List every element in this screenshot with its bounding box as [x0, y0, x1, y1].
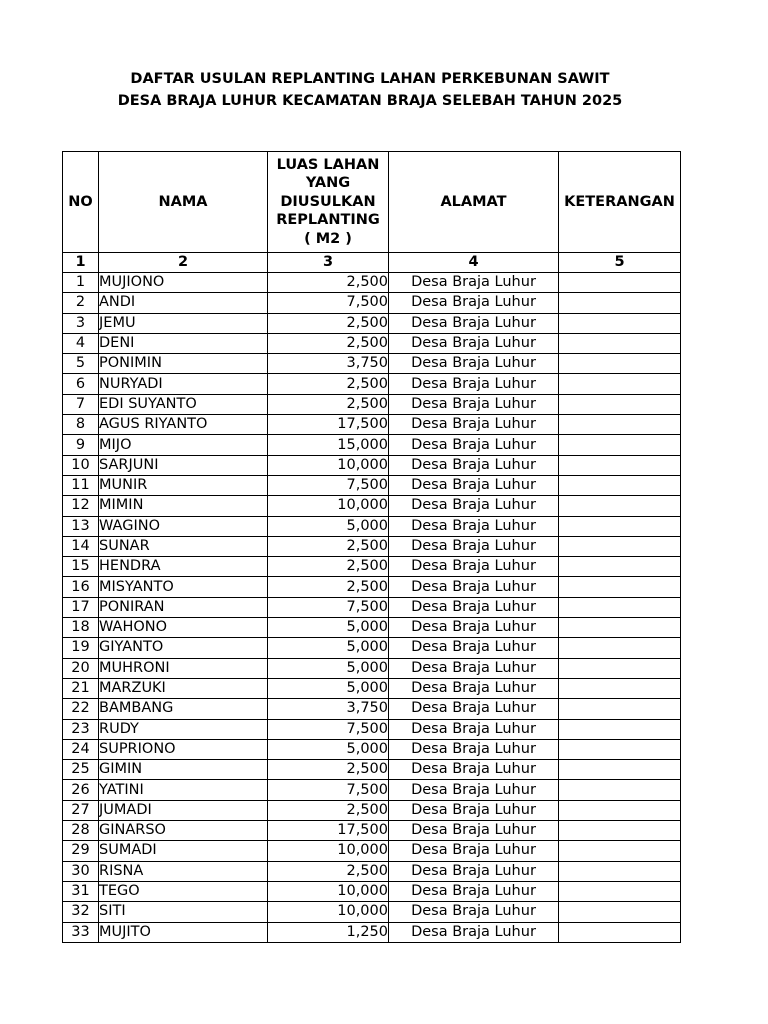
cell-luas: 2,500: [268, 273, 389, 293]
table-row: [63, 739, 681, 759]
replanting-table: [62, 151, 681, 943]
column-number: 3: [268, 253, 389, 273]
header-luas-line: ( M2 ): [304, 230, 352, 247]
cell-luas: 2,500: [268, 374, 389, 394]
cell-luas: 2,500: [268, 313, 389, 333]
cell-luas: 2,500: [268, 557, 389, 577]
cell-alamat: Desa Braja Luhur: [389, 496, 559, 516]
cell-no: 13: [63, 516, 99, 536]
cell-alamat: Desa Braja Luhur: [389, 841, 559, 861]
cell-alamat: Desa Braja Luhur: [389, 516, 559, 536]
cell-keterangan: [559, 638, 681, 658]
cell-keterangan: [559, 841, 681, 861]
cell-nama: RISNA: [99, 861, 268, 881]
cell-keterangan: [559, 800, 681, 820]
cell-no: 14: [63, 536, 99, 556]
cell-no: 28: [63, 821, 99, 841]
table-row: [63, 313, 681, 333]
cell-nama: MUJIONO: [99, 273, 268, 293]
cell-nama: MIMIN: [99, 496, 268, 516]
cell-nama: HENDRA: [99, 557, 268, 577]
header-row: [63, 152, 681, 253]
table-row: [63, 821, 681, 841]
table-row: [63, 333, 681, 353]
cell-luas: 2,500: [268, 333, 389, 353]
cell-alamat: Desa Braja Luhur: [389, 638, 559, 658]
cell-alamat: Desa Braja Luhur: [389, 678, 559, 698]
cell-no: 33: [63, 922, 99, 942]
cell-no: 16: [63, 577, 99, 597]
cell-luas: 1,250: [268, 922, 389, 942]
column-number: 1: [63, 253, 99, 273]
cell-no: 30: [63, 861, 99, 881]
cell-keterangan: [559, 577, 681, 597]
cell-nama: SUMADI: [99, 841, 268, 861]
cell-luas: 3,750: [268, 354, 389, 374]
table-row: [63, 902, 681, 922]
cell-no: 24: [63, 739, 99, 759]
cell-alamat: Desa Braja Luhur: [389, 699, 559, 719]
cell-alamat: Desa Braja Luhur: [389, 313, 559, 333]
cell-keterangan: [559, 536, 681, 556]
cell-alamat: Desa Braja Luhur: [389, 273, 559, 293]
cell-keterangan: [559, 922, 681, 942]
cell-keterangan: [559, 719, 681, 739]
cell-no: 29: [63, 841, 99, 861]
cell-no: 12: [63, 496, 99, 516]
cell-nama: WAHONO: [99, 618, 268, 638]
header-luas-line: REPLANTING: [276, 212, 380, 229]
cell-alamat: Desa Braja Luhur: [389, 475, 559, 495]
table-row: [63, 577, 681, 597]
table-row: [63, 516, 681, 536]
cell-nama: MIJO: [99, 435, 268, 455]
cell-keterangan: [559, 902, 681, 922]
cell-no: 27: [63, 800, 99, 820]
column-number: 2: [99, 253, 268, 273]
cell-keterangan: [559, 881, 681, 901]
table-row: [63, 374, 681, 394]
table-row: [63, 658, 681, 678]
header-luas-line: DIUSULKAN: [280, 193, 376, 210]
table-row: [63, 780, 681, 800]
table-row: [63, 841, 681, 861]
cell-luas: 2,500: [268, 577, 389, 597]
cell-nama: MUHRONI: [99, 658, 268, 678]
cell-keterangan: [559, 273, 681, 293]
cell-keterangan: [559, 557, 681, 577]
cell-luas: 7,500: [268, 780, 389, 800]
cell-keterangan: [559, 678, 681, 698]
cell-keterangan: [559, 374, 681, 394]
cell-luas: 2,500: [268, 536, 389, 556]
cell-luas: 10,000: [268, 881, 389, 901]
cell-luas: 5,000: [268, 658, 389, 678]
cell-no: 21: [63, 678, 99, 698]
cell-luas: 17,500: [268, 821, 389, 841]
cell-alamat: Desa Braja Luhur: [389, 415, 559, 435]
cell-keterangan: [559, 658, 681, 678]
cell-nama: ANDI: [99, 293, 268, 313]
cell-luas: 3,750: [268, 699, 389, 719]
table-body: [63, 273, 681, 943]
cell-no: 15: [63, 557, 99, 577]
table-row: [63, 293, 681, 313]
cell-nama: MUJITO: [99, 922, 268, 942]
cell-nama: MUNIR: [99, 475, 268, 495]
column-number: 4: [389, 253, 559, 273]
cell-keterangan: [559, 333, 681, 353]
cell-no: 4: [63, 333, 99, 353]
cell-no: 25: [63, 760, 99, 780]
table-row: [63, 760, 681, 780]
cell-nama: WAGINO: [99, 516, 268, 536]
header-no: NO: [63, 152, 99, 253]
cell-luas: 2,500: [268, 800, 389, 820]
cell-nama: MARZUKI: [99, 678, 268, 698]
cell-luas: 17,500: [268, 415, 389, 435]
header-nama: NAMA: [99, 152, 268, 253]
table-row: [63, 719, 681, 739]
cell-no: 23: [63, 719, 99, 739]
cell-alamat: Desa Braja Luhur: [389, 800, 559, 820]
cell-keterangan: [559, 861, 681, 881]
cell-nama: DENI: [99, 333, 268, 353]
cell-no: 26: [63, 780, 99, 800]
cell-luas: 7,500: [268, 719, 389, 739]
cell-alamat: Desa Braja Luhur: [389, 597, 559, 617]
cell-nama: SUNAR: [99, 536, 268, 556]
cell-luas: 5,000: [268, 516, 389, 536]
document-title-line-1: DAFTAR USULAN REPLANTING LAHAN PERKEBUNAN SAWIT: [130, 71, 610, 87]
cell-alamat: Desa Braja Luhur: [389, 760, 559, 780]
cell-luas: 5,000: [268, 638, 389, 658]
cell-no: 9: [63, 435, 99, 455]
cell-alamat: Desa Braja Luhur: [389, 435, 559, 455]
cell-nama: EDI SUYANTO: [99, 394, 268, 414]
cell-no: 22: [63, 699, 99, 719]
cell-keterangan: [559, 394, 681, 414]
cell-nama: RUDY: [99, 719, 268, 739]
header-keterangan: KETERANGAN: [559, 152, 681, 253]
header-luas: [268, 152, 389, 253]
table-row: [63, 273, 681, 293]
cell-luas: 2,500: [268, 861, 389, 881]
cell-no: 10: [63, 455, 99, 475]
table-row: [63, 475, 681, 495]
cell-alamat: Desa Braja Luhur: [389, 922, 559, 942]
cell-no: 5: [63, 354, 99, 374]
table-row: [63, 861, 681, 881]
cell-alamat: Desa Braja Luhur: [389, 293, 559, 313]
cell-no: 2: [63, 293, 99, 313]
cell-alamat: Desa Braja Luhur: [389, 881, 559, 901]
cell-alamat: Desa Braja Luhur: [389, 902, 559, 922]
table-row: [63, 638, 681, 658]
cell-luas: 10,000: [268, 841, 389, 861]
cell-nama: GINARSO: [99, 821, 268, 841]
cell-luas: 10,000: [268, 496, 389, 516]
cell-nama: SUPRIONO: [99, 739, 268, 759]
header-alamat: ALAMAT: [389, 152, 559, 253]
cell-no: 18: [63, 618, 99, 638]
cell-keterangan: [559, 475, 681, 495]
table-row: [63, 557, 681, 577]
cell-no: 7: [63, 394, 99, 414]
cell-nama: TEGO: [99, 881, 268, 901]
cell-luas: 2,500: [268, 760, 389, 780]
cell-nama: GIMIN: [99, 760, 268, 780]
cell-nama: PONIMIN: [99, 354, 268, 374]
cell-keterangan: [559, 821, 681, 841]
cell-keterangan: [559, 618, 681, 638]
cell-keterangan: [559, 597, 681, 617]
cell-alamat: Desa Braja Luhur: [389, 577, 559, 597]
cell-alamat: Desa Braja Luhur: [389, 333, 559, 353]
cell-keterangan: [559, 354, 681, 374]
cell-keterangan: [559, 739, 681, 759]
table-row: [63, 394, 681, 414]
cell-keterangan: [559, 415, 681, 435]
header-luas-line: YANG: [305, 175, 351, 192]
cell-luas: 7,500: [268, 293, 389, 313]
cell-keterangan: [559, 760, 681, 780]
cell-keterangan: [559, 313, 681, 333]
cell-luas: 7,500: [268, 475, 389, 495]
cell-nama: NURYADI: [99, 374, 268, 394]
cell-luas: 5,000: [268, 739, 389, 759]
cell-luas: 7,500: [268, 597, 389, 617]
cell-nama: SITI: [99, 902, 268, 922]
cell-keterangan: [559, 516, 681, 536]
cell-nama: AGUS RIYANTO: [99, 415, 268, 435]
cell-alamat: Desa Braja Luhur: [389, 455, 559, 475]
cell-alamat: Desa Braja Luhur: [389, 719, 559, 739]
cell-alamat: Desa Braja Luhur: [389, 618, 559, 638]
table-row: [63, 922, 681, 942]
cell-nama: YATINI: [99, 780, 268, 800]
cell-nama: PONIRAN: [99, 597, 268, 617]
cell-alamat: Desa Braja Luhur: [389, 374, 559, 394]
table-row: [63, 354, 681, 374]
cell-alamat: Desa Braja Luhur: [389, 557, 559, 577]
table-row: [63, 435, 681, 455]
cell-alamat: Desa Braja Luhur: [389, 658, 559, 678]
cell-no: 6: [63, 374, 99, 394]
cell-keterangan: [559, 293, 681, 313]
cell-keterangan: [559, 435, 681, 455]
cell-nama: SARJUNI: [99, 455, 268, 475]
table-row: [63, 678, 681, 698]
table-row: [63, 536, 681, 556]
cell-no: 32: [63, 902, 99, 922]
column-number-row: [63, 253, 681, 273]
cell-no: 8: [63, 415, 99, 435]
cell-no: 19: [63, 638, 99, 658]
cell-luas: 15,000: [268, 435, 389, 455]
cell-no: 11: [63, 475, 99, 495]
cell-nama: JEMU: [99, 313, 268, 333]
cell-nama: MISYANTO: [99, 577, 268, 597]
cell-alamat: Desa Braja Luhur: [389, 536, 559, 556]
table-row: [63, 881, 681, 901]
table-row: [63, 800, 681, 820]
cell-keterangan: [559, 780, 681, 800]
cell-keterangan: [559, 699, 681, 719]
cell-alamat: Desa Braja Luhur: [389, 821, 559, 841]
cell-no: 3: [63, 313, 99, 333]
table-row: [63, 415, 681, 435]
cell-alamat: Desa Braja Luhur: [389, 739, 559, 759]
cell-nama: GIYANTO: [99, 638, 268, 658]
cell-alamat: Desa Braja Luhur: [389, 354, 559, 374]
cell-luas: 10,000: [268, 455, 389, 475]
cell-alamat: Desa Braja Luhur: [389, 861, 559, 881]
header-luas-line: LUAS LAHAN: [276, 156, 380, 173]
cell-keterangan: [559, 455, 681, 475]
cell-nama: JUMADI: [99, 800, 268, 820]
table-row: [63, 618, 681, 638]
cell-luas: 5,000: [268, 618, 389, 638]
cell-no: 17: [63, 597, 99, 617]
cell-keterangan: [559, 496, 681, 516]
cell-alamat: Desa Braja Luhur: [389, 394, 559, 414]
table-row: [63, 455, 681, 475]
cell-no: 1: [63, 273, 99, 293]
table-row: [63, 496, 681, 516]
document-title-line-2: DESA BRAJA LUHUR KECAMATAN BRAJA SELEBAH TAHUN 2025: [117, 93, 623, 109]
cell-no: 31: [63, 881, 99, 901]
column-number: 5: [559, 253, 681, 273]
cell-nama: BAMBANG: [99, 699, 268, 719]
cell-no: 20: [63, 658, 99, 678]
table-row: [63, 597, 681, 617]
cell-luas: 10,000: [268, 902, 389, 922]
cell-alamat: Desa Braja Luhur: [389, 780, 559, 800]
cell-luas: 2,500: [268, 394, 389, 414]
table-row: [63, 699, 681, 719]
cell-luas: 5,000: [268, 678, 389, 698]
